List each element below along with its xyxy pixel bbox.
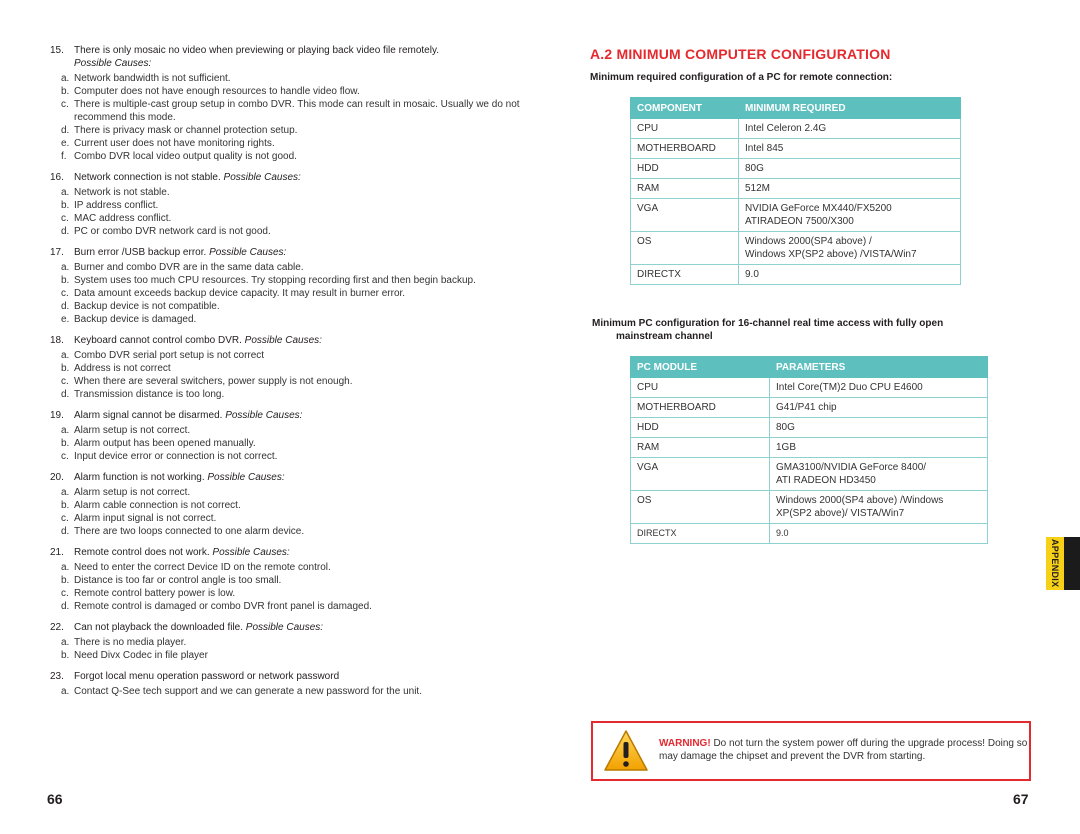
cause-marker: d. — [61, 301, 70, 312]
component-cell: CPU — [631, 378, 770, 398]
component-cell: CPU — [631, 119, 739, 139]
component-cell: DIRECTX — [631, 265, 739, 285]
cause-list — [50, 424, 520, 463]
issue-title: Alarm signal cannot be disarmed. — [74, 410, 226, 421]
cause-list — [50, 685, 520, 698]
possible-causes-label: Possible Causes: — [209, 247, 287, 258]
table-row — [631, 265, 961, 285]
value-cell: G41/P41 chip — [770, 398, 988, 418]
cause-item — [61, 362, 520, 375]
warning-label: WARNING! — [659, 738, 711, 749]
issue-section — [50, 546, 520, 613]
issue-section — [50, 334, 520, 401]
cause-marker: a. — [61, 187, 70, 198]
cause-text: Network bandwidth is not sufficient. — [74, 73, 231, 84]
possible-causes-label: Possible Causes: — [223, 172, 301, 183]
cause-item — [61, 525, 520, 538]
cause-list — [50, 186, 520, 238]
value-cell: 512M — [739, 179, 961, 199]
cause-text: PC or combo DVR network card is not good. — [74, 226, 271, 237]
cause-text: Backup device is damaged. — [74, 314, 197, 325]
warning-message: Do not turn the system power off during the upgrade process! Doing so may damage the chipset and prevent the DVR from starting. — [659, 738, 1028, 762]
value-cell: 80G — [770, 418, 988, 438]
cause-marker: d. — [61, 526, 70, 537]
realtime-config-table — [630, 356, 988, 544]
cause-text: IP address conflict. — [74, 200, 159, 211]
possible-causes-subcaption: Possible Causes: — [74, 58, 152, 69]
cause-item — [61, 499, 520, 512]
cause-item — [61, 199, 520, 212]
issue-heading — [50, 670, 520, 683]
cause-marker: d. — [61, 125, 70, 136]
issue-title-wrap — [74, 621, 323, 634]
troubleshooting-list — [50, 44, 520, 706]
issue-title-wrap — [74, 409, 302, 422]
table-row — [631, 199, 961, 232]
cause-text: Alarm setup is not correct. — [74, 425, 191, 436]
issue-heading — [50, 334, 520, 347]
cause-list — [50, 636, 520, 662]
value-cell: 80G — [739, 159, 961, 179]
appendix-tab — [1046, 537, 1080, 590]
cause-item — [61, 300, 520, 313]
cause-list — [50, 72, 520, 163]
cause-item — [61, 349, 520, 362]
issue-title-wrap — [74, 334, 322, 347]
cause-marker: d. — [61, 226, 70, 237]
cause-text: There is privacy mask or channel protection setup. — [74, 125, 298, 136]
issue-heading — [50, 546, 520, 559]
cause-marker: c. — [61, 513, 69, 524]
table-row — [631, 491, 988, 524]
cause-item — [61, 287, 520, 300]
cause-marker: a. — [61, 425, 70, 436]
cause-text: Input device error or connection is not correct. — [74, 451, 278, 462]
cause-list — [50, 561, 520, 613]
issue-number: 21. — [50, 547, 64, 558]
issue-heading — [50, 621, 520, 634]
appendix-label — [1046, 537, 1064, 590]
cause-text: There is multiple-cast group setup in combo DVR. This mode can result in mosaic. Usually we do not recommend this mode. — [74, 99, 520, 123]
value-cell: 9.0 — [739, 265, 961, 285]
cause-item — [61, 685, 520, 698]
issue-section — [50, 246, 520, 326]
cause-marker: c. — [61, 99, 69, 110]
cause-item — [61, 375, 520, 388]
section-heading: A.2 MINIMUM COMPUTER CONFIGURATION — [590, 46, 891, 62]
component-cell: RAM — [631, 179, 739, 199]
cause-marker: f. — [61, 151, 67, 162]
cause-marker: b. — [61, 86, 70, 97]
value-cell: 1GB — [770, 438, 988, 458]
cause-item — [61, 600, 520, 613]
table1-header-component: COMPONENT — [631, 98, 739, 119]
cause-marker: b. — [61, 500, 70, 511]
issue-title: There is only mosaic no video when previewing or playing back video file remotely. — [74, 45, 439, 56]
table-row — [631, 232, 961, 265]
table2-caption — [592, 317, 1032, 343]
component-cell: VGA — [631, 199, 739, 232]
cause-marker: e. — [61, 138, 70, 149]
cause-marker: b. — [61, 650, 70, 661]
cause-marker: a. — [61, 262, 70, 273]
cause-text: Alarm input signal is not correct. — [74, 513, 217, 524]
table1-header-minimum: MINIMUM REQUIRED — [739, 98, 961, 119]
component-cell: MOTHERBOARD — [631, 139, 739, 159]
cause-marker: c. — [61, 288, 69, 299]
issue-title-wrap — [74, 246, 286, 259]
cause-marker: a. — [61, 73, 70, 84]
possible-causes-label: Possible Causes: — [244, 335, 322, 346]
cause-marker: a. — [61, 637, 70, 648]
cause-list — [50, 261, 520, 326]
issue-section — [50, 621, 520, 662]
cause-text: Network is not stable. — [74, 187, 170, 198]
page-number-right: 67 — [1013, 791, 1029, 807]
cause-list — [50, 349, 520, 401]
cause-item — [61, 636, 520, 649]
cause-item — [61, 137, 520, 150]
issue-heading — [50, 44, 520, 57]
cause-marker: c. — [61, 451, 69, 462]
cause-text: Address is not correct — [74, 363, 171, 374]
cause-marker: d. — [61, 389, 70, 400]
cause-item — [61, 85, 520, 98]
table-row — [631, 398, 988, 418]
cause-text: MAC address conflict. — [74, 213, 172, 224]
component-cell: OS — [631, 491, 770, 524]
cause-marker: b. — [61, 363, 70, 374]
cause-item — [61, 587, 520, 600]
cause-text: Alarm output has been opened manually. — [74, 438, 256, 449]
cause-item — [61, 512, 520, 525]
cause-marker: e. — [61, 314, 70, 325]
value-cell: GMA3100/NVIDIA GeForce 8400/ ATI RADEON HD3450 — [770, 458, 988, 491]
cause-item — [61, 450, 520, 463]
min-config-table — [630, 97, 961, 285]
cause-text: Remote control is damaged or combo DVR front panel is damaged. — [74, 601, 372, 612]
cause-text: Alarm cable connection is not correct. — [74, 500, 241, 511]
cause-item — [61, 388, 520, 401]
cause-text: Need to enter the correct Device ID on the remote control. — [74, 562, 331, 573]
cause-text: Burner and combo DVR are in the same data cable. — [74, 262, 304, 273]
cause-text: Combo DVR local video output quality is not good. — [74, 151, 297, 162]
issue-title: Can not playback the downloaded file. — [74, 622, 246, 633]
issue-section — [50, 171, 520, 238]
cause-item — [61, 72, 520, 85]
value-cell: NVIDIA GeForce MX440/FX5200 ATIRADEON 7500/X300 — [739, 199, 961, 232]
issue-number: 16. — [50, 172, 64, 183]
cause-marker: c. — [61, 588, 69, 599]
issue-title-wrap — [74, 546, 290, 559]
cause-text: There are two loops connected to one alarm device. — [74, 526, 305, 537]
component-cell: DIRECTX — [631, 524, 770, 544]
issue-title: Alarm function is not working. — [74, 472, 208, 483]
cause-marker: b. — [61, 575, 70, 586]
table-row — [631, 179, 961, 199]
cause-item — [61, 212, 520, 225]
right-page — [590, 46, 1030, 538]
value-cell: Intel Celeron 2.4G — [739, 119, 961, 139]
possible-causes-label: Possible Causes: — [225, 410, 303, 421]
cause-text: Current user does not have monitoring rights. — [74, 138, 275, 149]
cause-marker: a. — [61, 350, 70, 361]
cause-text: Contact Q-See tech support and we can generate a new password for the unit. — [74, 686, 422, 697]
cause-item — [61, 225, 520, 238]
issue-title-wrap — [74, 171, 301, 184]
cause-text: Remote control battery power is low. — [74, 588, 236, 599]
cause-text: Combo DVR serial port setup is not correct — [74, 350, 265, 361]
component-cell: HDD — [631, 418, 770, 438]
issue-section — [50, 670, 520, 698]
table-row — [631, 159, 961, 179]
cause-item — [61, 124, 520, 137]
cause-marker: a. — [61, 686, 70, 697]
issue-title: Network connection is not stable. — [74, 172, 224, 183]
cause-item — [61, 274, 520, 287]
cause-item — [61, 98, 520, 124]
cause-item — [61, 313, 520, 326]
cause-text: Transmission distance is too long. — [74, 389, 225, 400]
cause-text: When there are several switchers, power supply is not enough. — [74, 376, 353, 387]
cause-item — [61, 561, 520, 574]
cause-text: There is no media player. — [74, 637, 187, 648]
cause-marker: b. — [61, 438, 70, 449]
cause-marker: b. — [61, 275, 70, 286]
table-row — [631, 524, 988, 544]
cause-text: Distance is too far or control angle is too small. — [74, 575, 282, 586]
table-row — [631, 139, 961, 159]
warning-box — [591, 721, 1031, 781]
possible-causes-label: Possible Causes: — [207, 472, 285, 483]
issue-heading — [50, 409, 520, 422]
component-cell: OS — [631, 232, 739, 265]
issue-title-wrap — [74, 44, 439, 57]
cause-list — [50, 486, 520, 538]
cause-item — [61, 424, 520, 437]
issue-title: Remote control does not work. — [74, 547, 213, 558]
table-row — [631, 458, 988, 491]
cause-marker: b. — [61, 200, 70, 211]
issue-heading — [50, 171, 520, 184]
table2-caption-line2: mainstream channel — [616, 331, 713, 342]
issue-number: 20. — [50, 472, 64, 483]
value-cell: 9.0 — [770, 524, 988, 544]
cause-marker: a. — [61, 487, 70, 498]
warning-icon — [603, 729, 649, 773]
table2-caption-line1: Minimum PC configuration for 16-channel real time access with fully open — [592, 318, 944, 329]
value-cell: Windows 2000(SP4 above) / Windows XP(SP2 above) /VISTA/Win7 — [739, 232, 961, 265]
issue-section — [50, 471, 520, 538]
cause-marker: c. — [61, 213, 69, 224]
issue-number: 19. — [50, 410, 64, 421]
cause-item — [61, 574, 520, 587]
cause-marker: d. — [61, 601, 70, 612]
cause-text: Need Divx Codec in file player — [74, 650, 208, 661]
table-row — [631, 438, 988, 458]
issue-number: 18. — [50, 335, 64, 346]
component-cell: MOTHERBOARD — [631, 398, 770, 418]
issue-number: 15. — [50, 45, 64, 56]
issue-title: Keyboard cannot control combo DVR. — [74, 335, 245, 346]
table-row — [631, 119, 961, 139]
issue-title-wrap — [74, 670, 339, 683]
issue-section — [50, 409, 520, 463]
cause-text: Computer does not have enough resources to handle video flow. — [74, 86, 360, 97]
table2-header-module: PC MODULE — [631, 357, 770, 378]
value-cell: Intel Core(TM)2 Duo CPU E4600 — [770, 378, 988, 398]
cause-text: Alarm setup is not correct. — [74, 487, 191, 498]
possible-causes-label: Possible Causes: — [212, 547, 290, 558]
cause-item — [61, 150, 520, 163]
table1-caption: Minimum required configuration of a PC for remote connection: — [590, 72, 893, 83]
issue-section — [50, 44, 520, 163]
table2-header-parameters: PARAMETERS — [770, 357, 988, 378]
page-number-left: 66 — [47, 791, 63, 807]
component-cell: VGA — [631, 458, 770, 491]
cause-item — [61, 486, 520, 499]
issue-title: Burn error /USB backup error. — [74, 247, 210, 258]
cause-text: System uses too much CPU resources. Try stopping recording first and then begin backup. — [74, 275, 476, 286]
issue-title-wrap — [74, 471, 285, 484]
cause-marker: a. — [61, 562, 70, 573]
warning-text — [659, 737, 1029, 763]
issue-number: 23. — [50, 671, 64, 682]
issue-number: 22. — [50, 622, 64, 633]
table-row — [631, 418, 988, 438]
issue-title: Forgot local menu operation password or network password — [74, 671, 340, 682]
issue-heading — [50, 246, 520, 259]
component-cell: RAM — [631, 438, 770, 458]
value-cell: Windows 2000(SP4 above) /Windows XP(SP2 above)/ VISTA/Win7 — [770, 491, 988, 524]
cause-text: Data amount exceeds backup device capacity. It may result in burner error. — [74, 288, 406, 299]
cause-marker: c. — [61, 376, 69, 387]
cause-text: Backup device is not compatible. — [74, 301, 220, 312]
issue-number: 17. — [50, 247, 64, 258]
table-row — [631, 378, 988, 398]
possible-causes-label: Possible Causes: — [245, 622, 324, 633]
cause-item — [61, 437, 520, 450]
appendix-text: APPENDIX — [1050, 539, 1060, 588]
component-cell: HDD — [631, 159, 739, 179]
value-cell: Intel 845 — [739, 139, 961, 159]
cause-item — [61, 649, 520, 662]
cause-item — [61, 261, 520, 274]
cause-item — [61, 186, 520, 199]
issue-heading — [50, 471, 520, 484]
